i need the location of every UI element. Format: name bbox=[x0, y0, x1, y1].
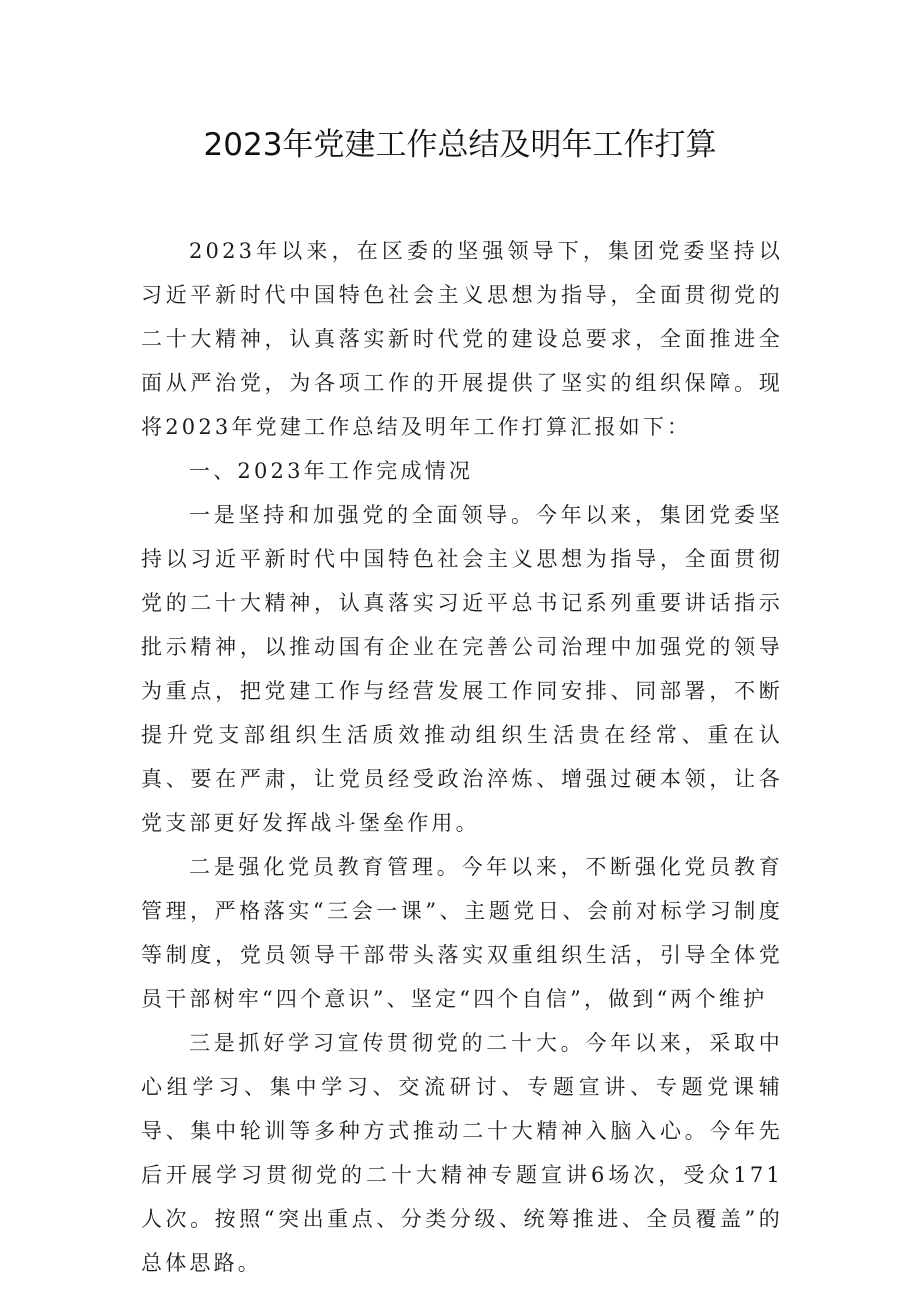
paragraph-congress-study: 三是抓好学习宣传贯彻党的二十大。今年以来，采取中心组学习、集中学习、交流研讨、专题宣讲、专题党课辅导、集中轮训等多种方式推动二十大精神入脑入心。今年先后开展学习贯彻党的二十大精神专题宣讲6场次，受众171人次。按照“突出重点、分类分级、统筹推进、全员覆盖”的总体思路。 bbox=[141, 1031, 783, 1275]
paragraph-member-education: 二是强化党员教育管理。今年以来，不断强化党员教育管理，严格落实“三会一课”、主题党日、会前对标学习制度等制度，党员领导干部带头落实双重组织生活，引导全体党员干部树牢“四个意识”、坚定“四个自信”，做到“两个维护 bbox=[141, 855, 783, 1011]
document-title: 2023年党建工作总结及明年工作打算 bbox=[203, 127, 717, 163]
intro-paragraph: 2023年以来，在区委的坚强领导下，集团党委坚持以习近平新时代中国特色社会主义思想为指导，全面贯彻党的二十大精神，认真落实新时代党的建设总要求，全面推进全面从严治党，为各项工作的开展提供了坚实的组织保障。现将2023年党建工作总结及明年工作打算汇报如下： bbox=[141, 239, 783, 439]
paragraph-leadership: 一是坚持和加强党的全面领导。今年以来，集团党委坚持以习近平新时代中国特色社会主义思想为指导，全面贯彻党的二十大精神，认真落实习近平总书记系列重要讲话指示批示精神，以推动国有企业在完善公司治理中加强党的领导为重点，把党建工作与经营发展工作同安排、同部署，不断提升党支部组织生活质效推动组织生活贵在经常、重在认真、要在严肃，让党员经受政治淬炼、增强过硬本领，让各党支部更好发挥战斗堡垒作用。 bbox=[141, 503, 783, 835]
document-body bbox=[141, 229, 783, 1285]
section-heading: 一、2023年工作完成情况 bbox=[189, 459, 474, 483]
